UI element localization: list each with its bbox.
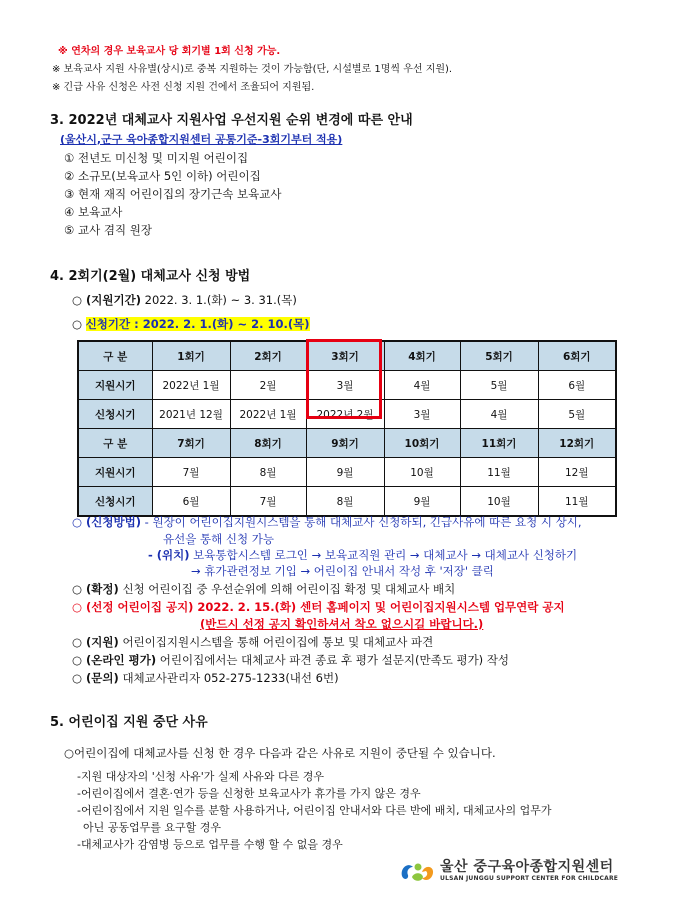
inquiry-text: 대체교사관리자 052-275-1233(내선 6번) (122, 671, 339, 685)
priority-item-1: ① 전년도 미신청 및 미지원 어린이집 (64, 151, 249, 165)
table-cell: 8월 (306, 487, 384, 517)
table-cell: 지원시기 (78, 458, 152, 487)
table-cell: 2022년 2월 (306, 400, 384, 429)
confirm-line (72, 581, 455, 597)
schedule-apply-row-2 (78, 487, 616, 517)
table-cell: 신청시기 (78, 400, 152, 429)
table-cell: 9월 (384, 487, 460, 517)
priority-item-4: ④ 보육교사 (64, 205, 123, 219)
support-period-label: ○ (지원기간) (72, 293, 141, 307)
table-cell: 6월 (152, 487, 230, 517)
table-cell: 12회기 (538, 429, 616, 458)
table-cell: 3회기 (306, 341, 384, 371)
suspension-item-3-cont: 아닌 공동업무를 요구할 경우 (83, 821, 222, 834)
table-cell: 6월 (538, 371, 616, 400)
suspension-item-4: -대체교사가 감염병 등으로 업무를 수행 할 수 없을 경우 (77, 838, 343, 851)
center-logo (398, 856, 628, 888)
table-cell: 11회기 (460, 429, 538, 458)
section3-title: 3. 2022년 대체교사 지원사업 우선지원 순위 변경에 따른 안내 (50, 113, 413, 128)
table-cell: 8회기 (230, 429, 306, 458)
method-label: ○ (신청방법) (72, 515, 141, 529)
suspension-item-3: -어린이집에서 지원 일수를 분할 사용하거나, 어린이집 안내서와 다른 반에 배치, 대체교사의 업무가 (77, 804, 552, 817)
note-annual-leave: ※ 연차의 경우 보육교사 당 회기별 1회 신청 가능. (58, 46, 281, 57)
table-cell: 4월 (460, 400, 538, 429)
table-cell: 2월 (230, 371, 306, 400)
current-round-highlight (306, 339, 382, 419)
table-cell: 11월 (538, 487, 616, 517)
table-cell: 12월 (538, 458, 616, 487)
announce-line-1: ○ (선정 어린이집 공지) 2022. 2. 15.(화) 센터 홈페이지 및 어린이집지원시스템 업무연락 공지 (72, 600, 565, 614)
table-cell: 구 분 (78, 341, 152, 371)
method-text-1: - 원장이 어린이집지원시스템을 통해 대체교사 신청하되, 긴급사유에 따른 요청 시 상시, (144, 515, 582, 529)
table-cell: 2022년 1월 (230, 400, 306, 429)
section5-title: 5. 어린이집 지원 중단 사유 (50, 715, 208, 730)
table-cell: 5월 (460, 371, 538, 400)
table-cell: 3월 (384, 400, 460, 429)
table-cell: 9회기 (306, 429, 384, 458)
support-label: ○ (지원) (72, 635, 119, 649)
suspension-intro: ○어린이집에 대체교사를 신청 한 경우 다음과 같은 사유로 지원이 중단될 수 있습니다. (64, 746, 496, 760)
table-cell: 7월 (152, 458, 230, 487)
table-cell: 2회기 (230, 341, 306, 371)
priority-item-5: ⑤ 교사 겸직 원장 (64, 223, 152, 237)
table-cell: 2021년 12월 (152, 400, 230, 429)
table-cell: 4월 (384, 371, 460, 400)
table-cell: 6회기 (538, 341, 616, 371)
schedule-header-row-2 (78, 429, 616, 458)
table-cell: 5회기 (460, 341, 538, 371)
schedule-support-row-2 (78, 458, 616, 487)
table-cell: 지원시기 (78, 371, 152, 400)
location-text-1: 보육통합시스템 로그인 → 보육교직원 관리 → 대체교사 → 대체교사 신청하기 (193, 548, 578, 562)
center-name: 울산 중구육아종합지원센터 (440, 859, 614, 875)
apply-period-bullet: ○ (72, 317, 83, 331)
priority-item-3: ③ 현재 재직 어린이집의 장기근속 보육교사 (64, 187, 282, 201)
section4-title: 4. 2회기(2월) 대체교사 신청 방법 (50, 269, 251, 284)
table-cell: 3월 (306, 371, 384, 400)
confirm-label: ○ (확정) (72, 582, 119, 596)
table-cell: 10월 (460, 487, 538, 517)
childcare-center-logo-icon (398, 858, 436, 886)
table-cell: 신청시기 (78, 487, 152, 517)
section3-subtitle: (울산시,군구 육아종합지원센터 공통기준-3회기부터 적용) (60, 133, 343, 146)
table-cell: 4회기 (384, 341, 460, 371)
location-label: - (위치) (148, 548, 190, 562)
evaluation-label: ○ (온라인 평가) (72, 653, 157, 667)
center-name-english: ULSAN JUNGGU SUPPORT CENTER FOR CHILDCARE (440, 875, 619, 882)
apply-period (72, 316, 310, 332)
confirm-text: 신청 어린이집 중 우선순위에 의해 어린이집 확정 및 대체교사 배치 (122, 582, 456, 596)
inquiry-label: ○ (문의) (72, 671, 119, 685)
priority-item-2: ② 소규모(보육교사 5인 이하) 어린이집 (64, 169, 261, 183)
table-cell: 1회기 (152, 341, 230, 371)
method-line-1 (72, 514, 581, 530)
table-cell: 5월 (538, 400, 616, 429)
table-cell: 10월 (384, 458, 460, 487)
table-cell: 2022년 1월 (152, 371, 230, 400)
location-line-2: → 휴가관련정보 기입 → 어린이집 안내서 작성 후 '저장' 클릭 (191, 564, 494, 578)
method-line-2: 유선을 통해 신청 가능 (163, 532, 274, 546)
support-line (72, 634, 433, 650)
apply-period-text: 신청기간 : 2022. 2. 1.(화) ~ 2. 10.(목) (85, 317, 310, 331)
inquiry-line (72, 670, 339, 686)
suspension-item-1: -지원 대상자의 '신청 사유'가 실제 사유와 다른 경우 (77, 770, 325, 783)
evaluation-text: 어린이집에서는 대체교사 파견 종료 후 평가 설문지(만족도 평가) 작성 (159, 653, 510, 667)
note-duplicate-support: ※ 보육교사 지원 사유별(상시)로 중복 지원하는 것이 가능함(단, 시설별로 1명씩 우선 지원). (52, 64, 453, 75)
table-cell: 7월 (230, 487, 306, 517)
evaluation-line (72, 652, 509, 668)
table-cell: 8월 (230, 458, 306, 487)
announce-line-2: (반드시 선정 공지 확인하셔서 착오 없으시길 바랍니다.) (200, 617, 484, 631)
table-cell: 11월 (460, 458, 538, 487)
table-cell: 7회기 (152, 429, 230, 458)
table-cell: 10회기 (384, 429, 460, 458)
support-period-value: 2022. 3. 1.(화) ~ 3. 31.(목) (144, 293, 297, 307)
location-line-1 (148, 547, 577, 563)
support-text: 어린이집지원시스템을 통해 어린이집에 통보 및 대체교사 파견 (122, 635, 434, 649)
note-urgent-request: ※ 긴급 사유 신청은 사전 신청 지원 건에서 조율되어 지원됨. (52, 82, 315, 93)
table-cell: 9월 (306, 458, 384, 487)
table-cell: 구 분 (78, 429, 152, 458)
suspension-item-2: -어린이집에서 결혼·연가 등을 신청한 보육교사가 휴가를 가지 않은 경우 (77, 787, 421, 800)
support-period (72, 292, 297, 308)
